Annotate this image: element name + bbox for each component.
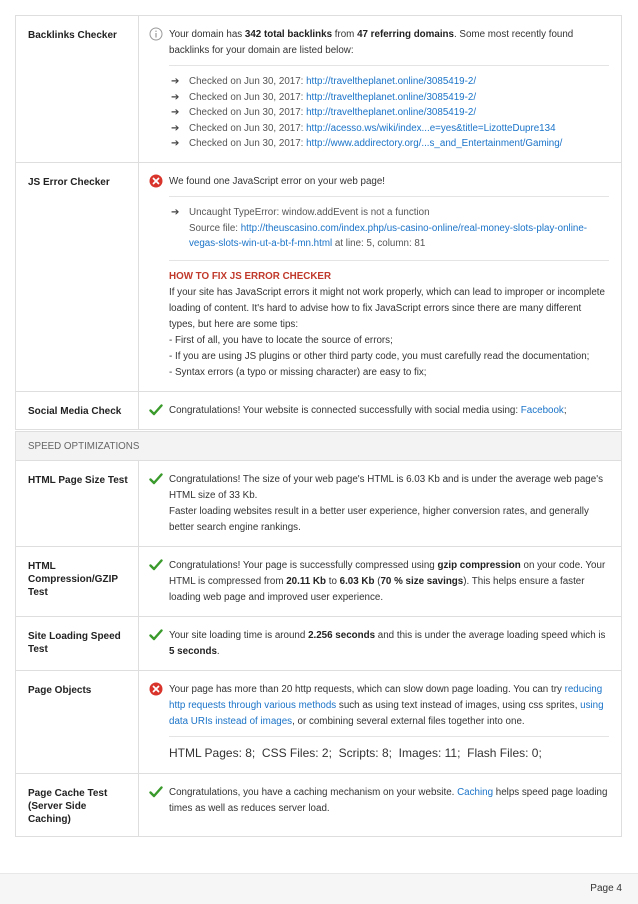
check-icon [149,403,163,417]
arrow-right-icon: ➔ [171,107,180,119]
list-item: ➔ Checked on Jun 30, 2017: http://traveltheplanet.online/3085419-2/ [169,90,609,106]
row-label: JS Error Checker [16,163,139,391]
error-icon [149,174,163,188]
row-page-objects [16,671,621,774]
js-error-summary: We found one JavaScript error on your web page! [169,175,386,187]
seo-results-table [15,15,622,430]
row-site-loading-speed [16,617,621,671]
backlink-url[interactable]: http://traveltheplanet.online/3085419-2/ [306,91,477,103]
facebook-link[interactable]: Facebook [520,404,564,416]
caching-link[interactable]: Caching [457,787,494,798]
howto-tip: - If you are using JS plugins or other third party code, you must carefully read the documentation; [169,350,590,362]
arrow-right-icon: ➔ [171,122,180,134]
backlinks-summary: Your domain has 342 total backlinks from 47 referring domains. Some most recently found backlinks for your domain are listed below: [169,29,574,56]
htmlsize-text-2: Faster loading websites result in a better user experience, higher conversion rates, and generally better search engine rankings. [169,506,589,533]
loadspeed-text: Your site loading time is around 2.256 seconds and this is under the average loading speed which is 5 seconds. [169,630,606,657]
row-gzip [16,547,621,617]
arrow-right-icon: ➔ [171,138,180,150]
row-label: HTML Page Size Test [16,461,139,546]
row-label: Page Objects [16,671,139,773]
list-item: ➔ Checked on Jun 30, 2017: http://www.addirectory.org/...s_and_Entertainment/Gaming/ [169,136,609,152]
source-file-link[interactable]: http://theuscasino.com/index.php/us-casino-online/real-money-slots-play-online-vegas-slots-win-ut-a-bt-f-mn.html [189,222,588,250]
row-backlinks-checker [16,16,621,163]
check-icon [149,558,163,572]
backlink-url[interactable]: http://www.addirectory.org/...s_and_Entertainment/Gaming/ [306,138,563,150]
page-footer [0,873,638,904]
list-item: ➔ Checked on Jun 30, 2017: http://traveltheplanet.online/3085419-2/ [169,74,609,90]
row-page-cache [16,774,621,837]
check-icon [149,628,163,642]
row-label: Page Cache Test (Server Side Caching) [16,774,139,836]
speed-results-table [15,461,622,837]
check-icon [149,785,163,799]
row-label: Backlinks Checker [16,16,139,162]
row-label: Social Media Check [16,392,139,429]
howto-section [169,260,609,381]
row-social-media-check [16,392,621,430]
arrow-right-icon: ➔ [171,206,180,218]
howto-body: If your site has JavaScript errors it might not work properly, which can lead to improper or incomplete loading of content. It's hard to advise how to fix JavaScript errors since there are many different types, but here are some tips: [169,286,605,330]
howto-tip: - First of all, you have to locate the source of errors; [169,334,393,346]
check-icon [149,472,163,486]
js-error-list [169,196,609,252]
backlinks-list [169,65,609,152]
social-text: Congratulations! Your website is connected successfully with social media using: Facebook; [169,404,567,416]
list-item: ➔ Checked on Jun 30, 2017: http://acesso.ws/wiki/index...e=yes&title=LizotteDupre134 [169,121,609,137]
list-item: ➔ Checked on Jun 30, 2017: http://traveltheplanet.online/3085419-2/ [169,105,609,121]
row-html-page-size [16,461,621,547]
list-item: ➔ Uncaught TypeError: window.addEvent is not a function Source file: http://theuscasino.com/index.php/us-casino-online/real-money-slots-play-online-vegas-slots-win-ut-a-bt-f-mn.html at line: 5, column: 81 [171,206,588,250]
section-header-speed: SPEED OPTIMIZATIONS [15,431,622,461]
backlink-url[interactable]: http://acesso.ws/wiki/index...e=yes&title=LizotteDupre134 [306,122,556,134]
reduce-requests-link[interactable]: reducing http requests through various methods [169,684,603,711]
row-label: Site Loading Speed Test [16,617,139,670]
howto-tip: - Syntax errors (a typo or missing character) are easy to fix; [169,366,427,378]
info-icon [149,27,163,41]
page-number: Page 4 [590,883,622,894]
row-label: HTML Compression/GZIP Test [16,547,139,616]
howto-title: HOW TO FIX JS ERROR CHECKER [169,270,332,282]
arrow-right-icon: ➔ [171,76,180,87]
cache-text: Congratulations, you have a caching mechanism on your website. Caching helps speed page loading times as well as reduces server load. [169,787,608,814]
backlink-url[interactable]: http://traveltheplanet.online/3085419-2/ [306,107,477,119]
error-icon [149,682,163,696]
gzip-text: Congratulations! Your page is successfully compressed using gzip compression on your code. Your HTML is compressed from 20.11 Kb to 6.03 Kb (70 % size savings). This helps ensure a faster loading web page and improved user experience. [169,560,606,603]
objects-stats: HTML Pages: 8; CSS Files: 2; Scripts: 8; Images: 11; Flash Files: 0; [169,736,609,763]
arrow-right-icon: ➔ [171,91,180,103]
objects-text: Your page has more than 20 http requests, which can slow down page loading. You can try reducing http requests through various methods such as using text instead of images, using css sprites, using data URIs instead of images, or combining several external files together into one. [169,684,604,727]
data-uris-link[interactable]: using data URIs instead of images [169,700,604,727]
htmlsize-text: Congratulations! The size of your web page's HTML is 6.03 Kb and is under the average web page's HTML size of 33 Kb. [169,474,603,501]
backlink-url[interactable]: http://traveltheplanet.online/3085419-2/ [306,76,477,87]
row-js-error-checker [16,163,621,392]
